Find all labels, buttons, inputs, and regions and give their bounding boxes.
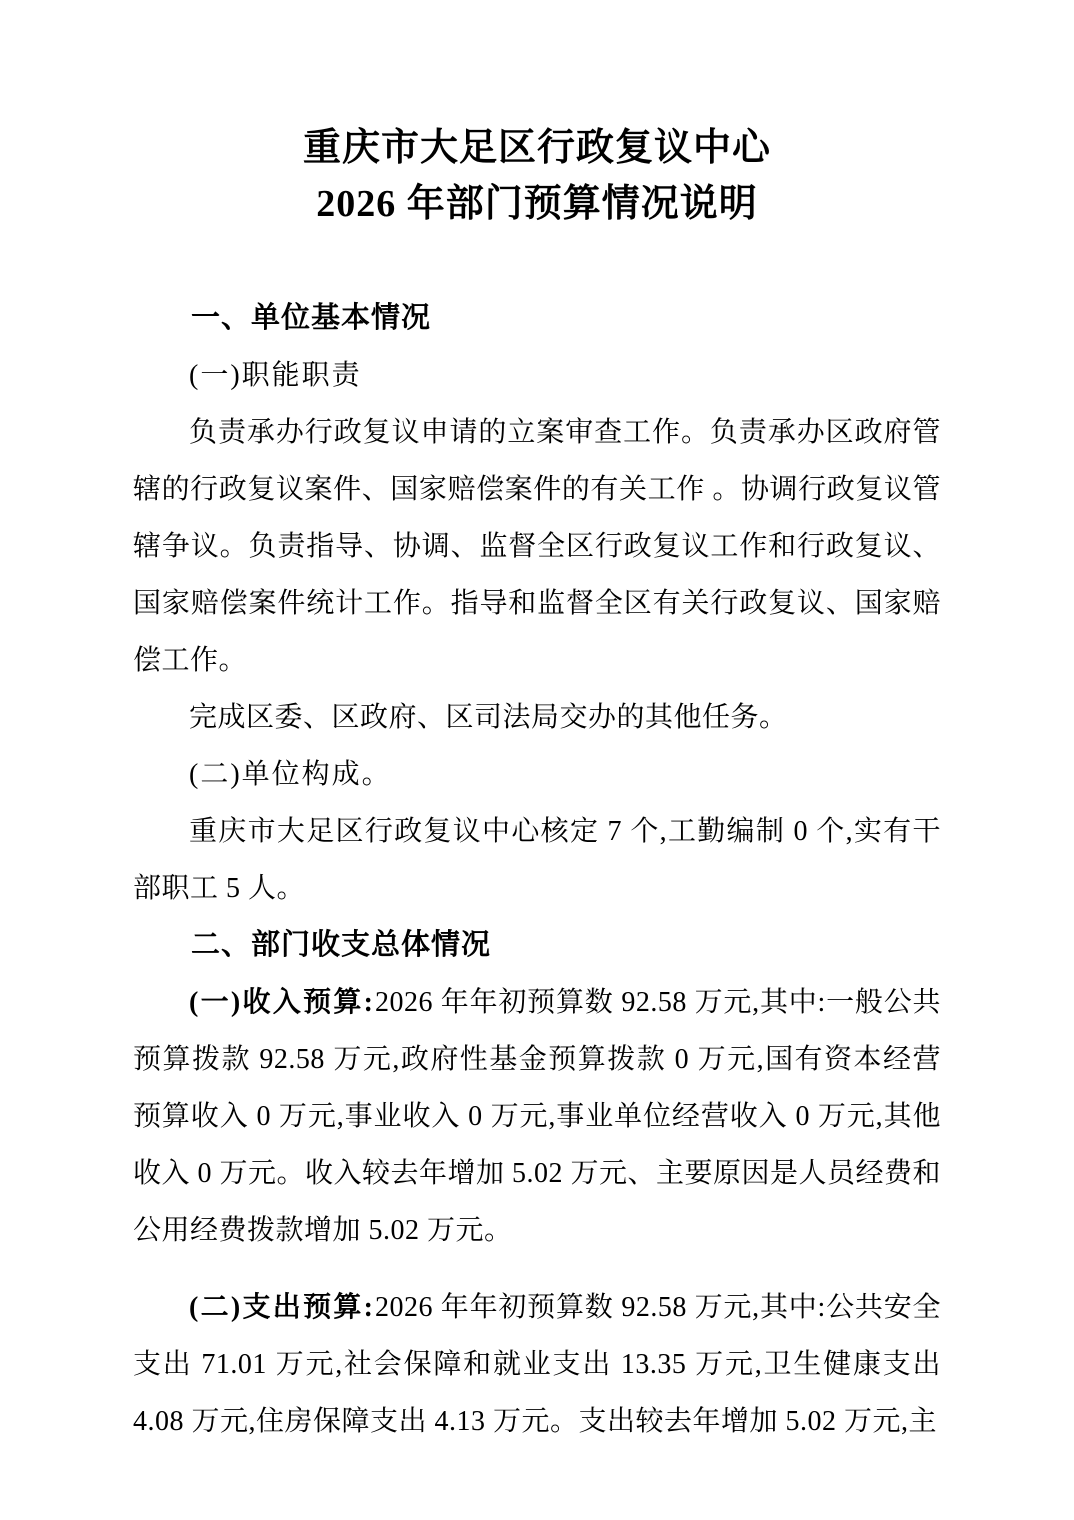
paragraph-expense-budget <box>133 1279 941 1450</box>
income-budget-text: 2026 年年初预算数 92.58 万元,其中:一般公共预算拨款 92.58 万元,政府性基金预算拨款 0 万元,国有资本经营预算收入 0 万元,事业收入 0 万元,事业单位经营收入 0 万元,其他收入 0 万元。收入较去年增加 5.02 万元、主要原因是人员经费和公用经费拨款增加 5.02 万元。 <box>133 987 942 1246</box>
section-heading-basic-info: 一、单位基本情况 <box>191 302 432 334</box>
paragraph-income-budget <box>133 974 941 1259</box>
subheading-duties: (一)职能职责 <box>189 360 362 391</box>
document-title-line1: 重庆市大足区行政复议中心 <box>302 127 771 169</box>
income-budget-label: (一)收入预算: <box>189 987 375 1018</box>
expense-budget-label: (二)支出预算: <box>189 1292 375 1323</box>
paragraph-duties: 负责承办行政复议申请的立案审查工作。负责承办区政府管辖的行政复议案件、国家赔偿案件的有关工作 。协调行政复议管辖争议。负责指导、协调、监督全区行政复议工作和行政复议、国家赔偿案件统计工作。指导和监督全区有关行政复议、国家赔偿工作。 <box>133 417 941 676</box>
document-title <box>133 120 941 232</box>
document-title-line2: 2026 年部门预算情况说明 <box>316 183 758 225</box>
paragraph-composition: 重庆市大足区行政复议中心核定 7 个,工勤编制 0 个,实有干部职工 5 人。 <box>133 816 941 904</box>
section-heading-budget-overview: 二、部门收支总体情况 <box>191 929 492 961</box>
expense-budget-text: 2026 年年初预算数 92.58 万元,其中:公共安全支出 71.01 万元,社会保障和就业支出 13.35 万元,卫生健康支出 4.08 万元,住房保障支出 4.13 万元。支出较去年增加 5.02 万元,主 <box>133 1292 941 1437</box>
paragraph-other-tasks: 完成区委、区政府、区司法局交办的其他任务。 <box>189 702 788 733</box>
subheading-composition: (二)单位构成。 <box>189 759 392 790</box>
